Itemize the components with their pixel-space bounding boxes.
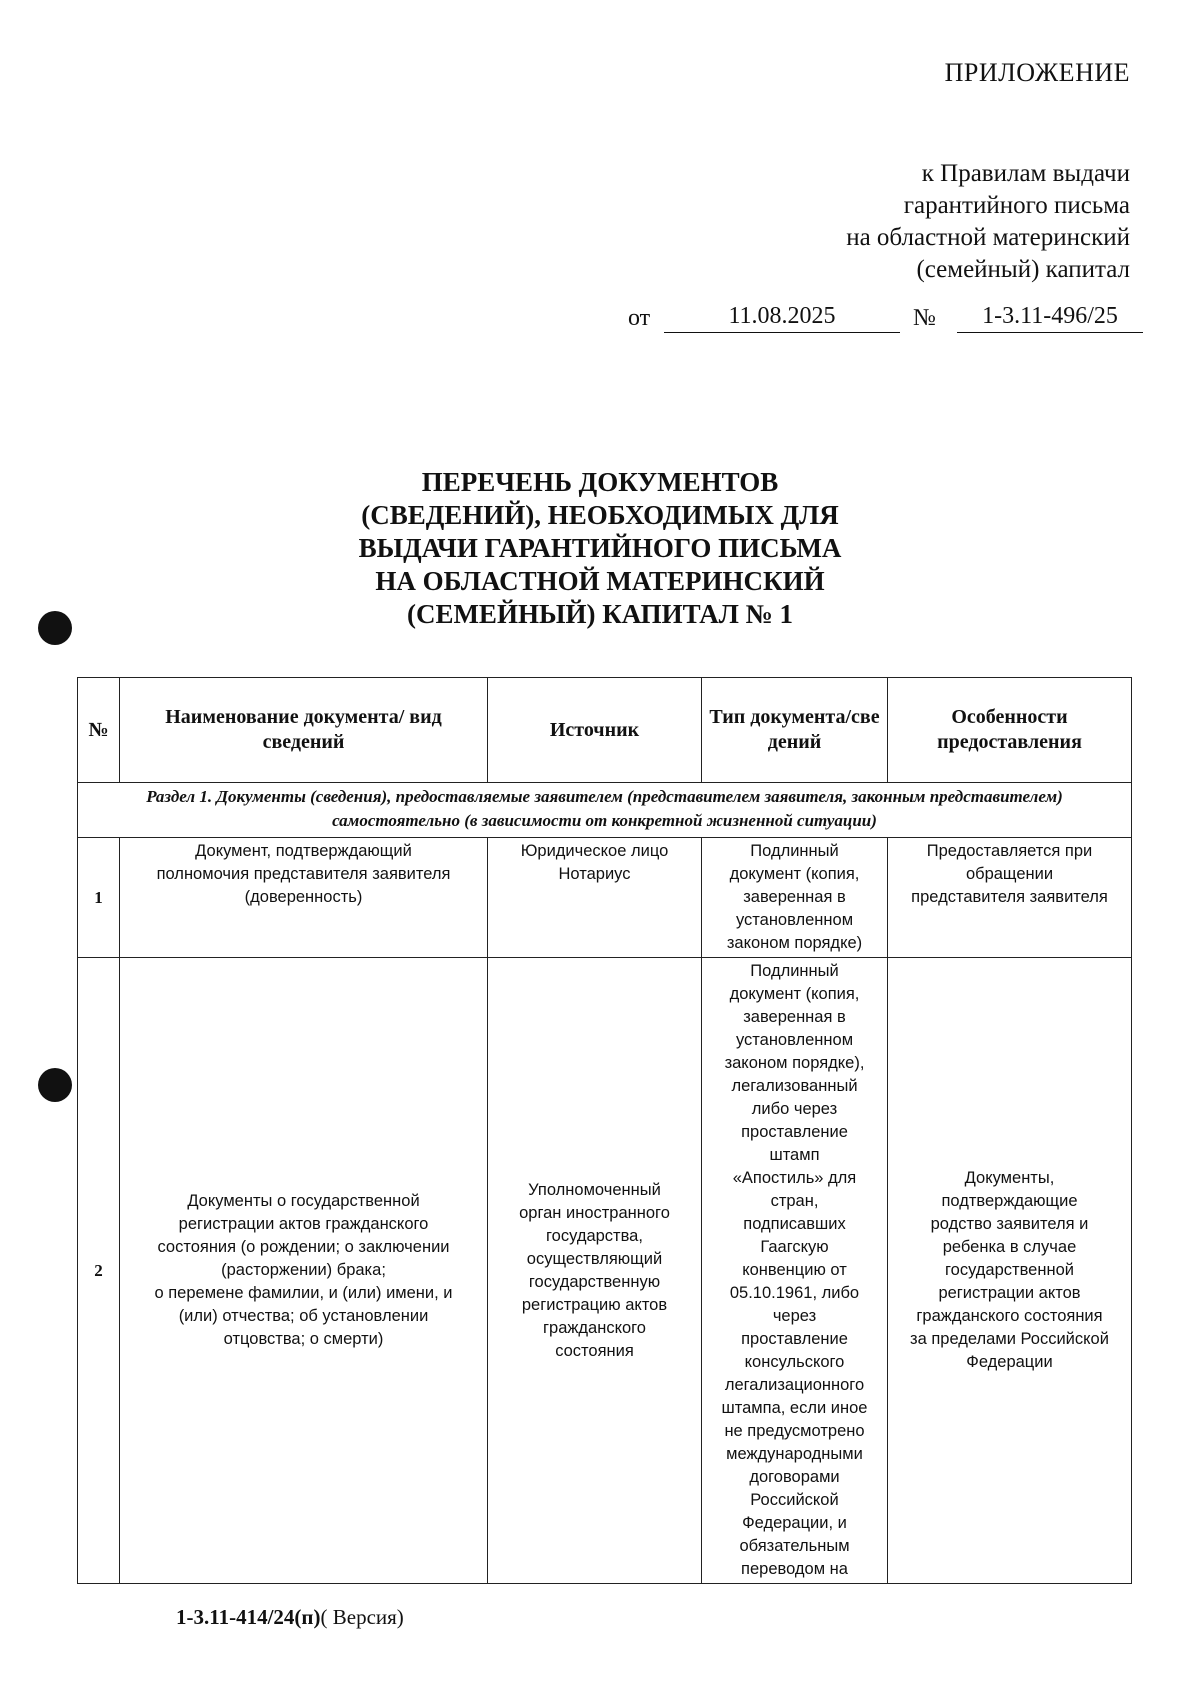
cell-line: Нотариус [558,865,631,883]
row-type [702,838,888,958]
col-header-name: Наименование документа/ вид сведений [120,678,488,783]
row-name [120,838,488,958]
cell-line: легализационного [724,1376,865,1394]
cell-line: Федерации, и [742,1514,847,1532]
row-source [488,838,702,958]
cell-line: переводом на [741,1560,848,1578]
cell-line: законом порядке) [726,934,863,952]
cell-line: 05.10.1961, либо [729,1284,860,1302]
col-header-features: Особенности предоставления [888,678,1132,783]
cell-line: состояния (о рождении; о заключении [157,1238,450,1256]
cell-line: штампа, если иное [721,1399,868,1417]
table-row [78,958,1132,1584]
row-name [120,958,488,1584]
col-header-num: № [78,678,120,783]
cell-line: Уполномоченный [528,1180,661,1199]
row-number: 1 [78,838,120,958]
col-header-source: Источник [488,678,702,783]
cell-line: представителя заявителя [911,888,1108,906]
date-label: от [628,305,651,331]
col-header-type: Тип документа/све дений [702,678,888,783]
rules-reference-line: к Правилам выдачи [921,160,1130,187]
cell-line: штамп [769,1146,820,1164]
cell-line: стран, [770,1192,819,1210]
title-line: ПЕРЕЧЕНЬ ДОКУМЕНТОВ [421,467,779,497]
cell-line: орган иностранного [519,1203,670,1222]
cell-line: государственной [945,1261,1074,1279]
footer-version: ( Версия) [320,1605,404,1629]
cell-line: установленном [735,1031,854,1049]
binder-hole-mark [38,1068,72,1102]
section-row [78,783,1132,838]
cell-line: подписавших [743,1215,846,1233]
cell-line: полномочия представителя заявителя [156,865,451,883]
section-heading: Раздел 1. Документы (сведения), предоставляемые заявителем (представителем заявителя, законным представителем) самостоятельно (в зависимости от конкретной жизненной ситуации) [78,783,1132,838]
title-line: (СЕМЕЙНЫЙ) КАПИТАЛ № 1 [406,599,794,629]
cell-line: Российской [750,1491,839,1509]
cell-line: Подлинный [750,842,839,860]
table-row [78,838,1132,958]
cell-line: легализованный [731,1077,858,1095]
cell-line: Документы о государственной [187,1192,420,1210]
row-features [888,958,1132,1584]
cell-line: «Апостиль» для [732,1169,857,1187]
row-type [702,958,888,1584]
cell-line: проставление [741,1330,848,1348]
cell-line: регистрации актов [938,1284,1081,1302]
title-line: ВЫДАЧИ ГАРАНТИЙНОГО ПИСЬМА [358,533,842,563]
document-number: 1-3.11-496/25 [957,303,1143,333]
footer-code-number: 1-3.11-414/24(п) [176,1605,321,1629]
cell-line: обязательным [739,1537,850,1555]
cell-line: регистрации актов гражданского [178,1215,429,1233]
cell-line: установленном [735,911,854,929]
cell-line: (расторжении) брака; [221,1261,386,1279]
row-source [488,958,702,1584]
cell-line: (или) отчества; об установлении [178,1307,429,1325]
cell-line: (доверенность) [244,888,363,906]
cell-line: за пределами Российской [910,1330,1109,1348]
number-label: № [913,305,936,331]
cell-line: Подлинный [750,962,839,980]
documents-table [77,677,1132,1584]
document-date: 11.08.2025 [664,303,900,333]
rules-reference-line: на областной материнский [846,224,1130,251]
rules-reference-line: (семейный) капитал [916,256,1130,283]
table-header-row [78,678,1132,783]
cell-line: консульского [744,1353,845,1371]
footer-code [176,1605,404,1630]
cell-line: Юридическое лицо [520,842,669,860]
cell-line: гражданского [543,1318,646,1337]
cell-line: ребенка в случае [942,1238,1077,1256]
appendix-label: ПРИЛОЖЕНИЕ [944,58,1130,87]
cell-line: гражданского состояния [916,1307,1103,1325]
binder-hole-mark [38,611,72,645]
cell-line: государственную [528,1272,661,1291]
cell-line: документ (копия, [729,985,860,1003]
cell-line: договорами [749,1468,840,1486]
cell-line: государства, [546,1226,643,1245]
cell-line: проставление [741,1123,848,1141]
cell-line: международными [726,1445,863,1463]
cell-line: конвенцию от [742,1261,847,1279]
rules-reference-line: гарантийного письма [903,192,1130,219]
cell-line: либо через [751,1100,838,1118]
title-line: (СВЕДЕНИЙ), НЕОБХОДИМЫХ ДЛЯ [361,500,839,530]
cell-line: заверенная в [743,1008,846,1026]
cell-line: законом порядке), [724,1054,865,1072]
cell-line: регистрацию актов [521,1295,668,1314]
cell-line: Гаагскую [760,1238,829,1256]
cell-line: заверенная в [743,888,846,906]
cell-line: обращении [965,865,1054,883]
cell-line: подтверждающие [941,1192,1078,1210]
cell-line: осуществляющий [526,1249,663,1268]
cell-line: отцовства; о смерти) [223,1330,384,1348]
cell-line: состояния [555,1341,634,1360]
cell-line: через [772,1307,817,1325]
cell-line: Документ, подтверждающий [195,842,412,860]
cell-line: Федерации [966,1353,1053,1371]
document-title [300,466,900,631]
cell-line: Документы, [964,1169,1055,1187]
cell-line: Предоставляется при [926,842,1093,860]
title-line: НА ОБЛАСТНОЙ МАТЕРИНСКИЙ [375,566,825,596]
row-features [888,838,1132,958]
row-number: 2 [78,958,120,1584]
cell-line: родство заявителя и [930,1215,1089,1233]
cell-line: не предусмотрено [724,1422,865,1440]
cell-line: документ (копия, [729,865,860,883]
cell-line: о перемене фамилии, и (или) имени, и [154,1284,453,1302]
